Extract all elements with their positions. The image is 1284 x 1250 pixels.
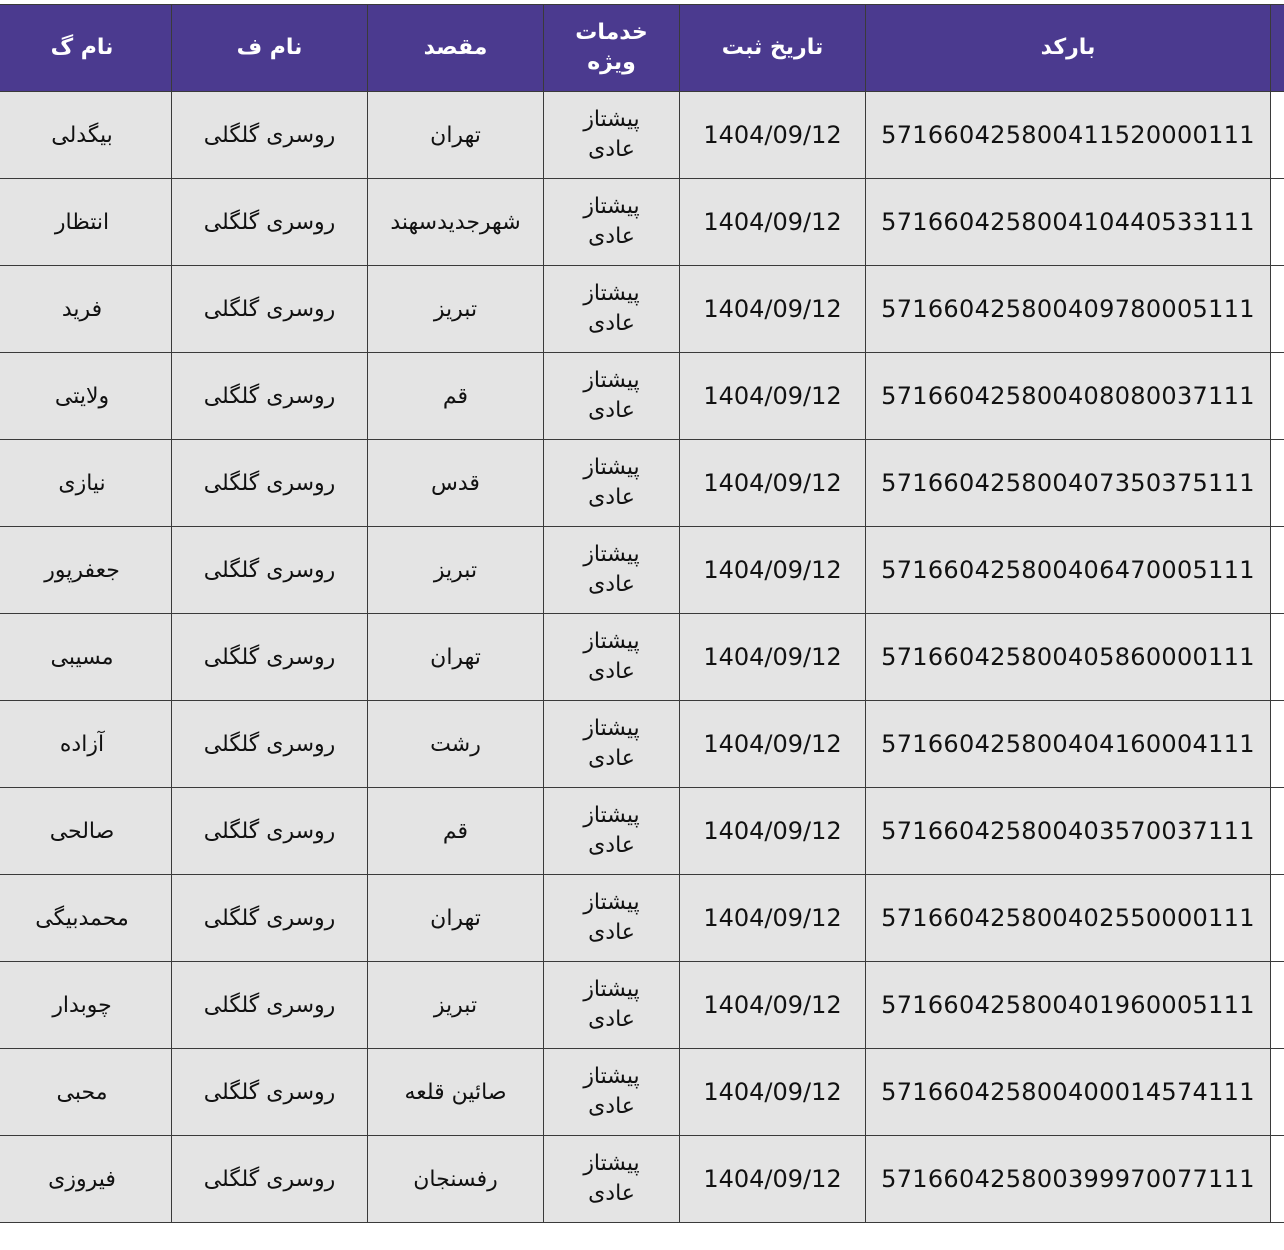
cell-registration-date: 1404/09/12 (680, 614, 866, 701)
cell-registration-date: 1404/09/12 (680, 266, 866, 353)
shipments-table-container (0, 4, 1284, 1223)
cell-first-name: روسری گلگلی (172, 614, 368, 701)
service-line2: عادی (588, 659, 635, 684)
header-barcode[interactable]: بارکد (866, 5, 1271, 92)
service-line1: پیشتاز (583, 281, 640, 306)
cell-barcode: 571660425800407350375111 (866, 440, 1271, 527)
cell-last-name: مسیبی (0, 614, 172, 701)
shipments-table (0, 4, 1284, 1223)
service-line2: عادی (588, 311, 635, 336)
cell-extra (1271, 92, 1284, 179)
cell-registration-date: 1404/09/12 (680, 440, 866, 527)
header-special-service[interactable] (544, 5, 680, 92)
service-line1: پیشتاز (583, 629, 640, 654)
cell-registration-date: 1404/09/12 (680, 1049, 866, 1136)
cell-first-name: روسری گلگلی (172, 962, 368, 1049)
cell-barcode: 571660425800408080037111 (866, 353, 1271, 440)
cell-destination: شهرجدیدسهند (368, 179, 544, 266)
cell-registration-date: 1404/09/12 (680, 962, 866, 1049)
cell-first-name: روسری گلگلی (172, 875, 368, 962)
service-line2: عادی (588, 224, 635, 249)
cell-last-name: محبی (0, 1049, 172, 1136)
cell-extra (1271, 440, 1284, 527)
cell-barcode: 571660425800405860000111 (866, 614, 1271, 701)
cell-last-name: محمدبیگی (0, 875, 172, 962)
cell-extra (1271, 701, 1284, 788)
cell-barcode: 571660425800404160004111 (866, 701, 1271, 788)
cell-destination: قم (368, 788, 544, 875)
service-line1: پیشتاز (583, 368, 640, 393)
service-line1: پیشتاز (583, 107, 640, 132)
service-line2: عادی (588, 398, 635, 423)
cell-extra (1271, 527, 1284, 614)
table-row[interactable] (0, 1136, 1284, 1223)
cell-barcode: 571660425800402550000111 (866, 875, 1271, 962)
cell-special-service (544, 1136, 680, 1223)
cell-destination: رشت (368, 701, 544, 788)
service-line2: عادی (588, 485, 635, 510)
cell-extra (1271, 179, 1284, 266)
cell-barcode: 571660425800411520000111 (866, 92, 1271, 179)
cell-last-name: نیازی (0, 440, 172, 527)
cell-last-name: چوبدار (0, 962, 172, 1049)
cell-barcode: 571660425800409780005111 (866, 266, 1271, 353)
service-line2: عادی (588, 920, 635, 945)
table-row[interactable] (0, 962, 1284, 1049)
table-row[interactable] (0, 179, 1284, 266)
cell-registration-date: 1404/09/12 (680, 788, 866, 875)
cell-special-service (544, 788, 680, 875)
header-destination[interactable]: مقصد (368, 5, 544, 92)
cell-first-name: روسری گلگلی (172, 788, 368, 875)
cell-barcode: 571660425800403570037111 (866, 788, 1271, 875)
cell-extra (1271, 266, 1284, 353)
cell-extra (1271, 353, 1284, 440)
header-extra-column (1271, 5, 1284, 92)
cell-special-service (544, 266, 680, 353)
cell-special-service (544, 527, 680, 614)
header-special-service-line1: خدمات (575, 20, 648, 45)
cell-extra (1271, 614, 1284, 701)
table-body (0, 92, 1284, 1223)
service-line1: پیشتاز (583, 977, 640, 1002)
cell-destination: تهران (368, 614, 544, 701)
cell-first-name: روسری گلگلی (172, 1049, 368, 1136)
cell-last-name: ولایتی (0, 353, 172, 440)
cell-last-name: آزاده (0, 701, 172, 788)
cell-extra (1271, 1136, 1284, 1223)
service-line2: عادی (588, 1181, 635, 1206)
cell-special-service (544, 962, 680, 1049)
table-row[interactable] (0, 1049, 1284, 1136)
header-special-service-line2: ویژه (587, 50, 636, 75)
cell-registration-date: 1404/09/12 (680, 701, 866, 788)
cell-first-name: روسری گلگلی (172, 266, 368, 353)
cell-registration-date: 1404/09/12 (680, 92, 866, 179)
cell-registration-date: 1404/09/12 (680, 527, 866, 614)
table-row[interactable] (0, 527, 1284, 614)
cell-special-service (544, 614, 680, 701)
cell-first-name: روسری گلگلی (172, 701, 368, 788)
cell-first-name: روسری گلگلی (172, 1136, 368, 1223)
header-registration-date[interactable]: تاریخ ثبت (680, 5, 866, 92)
service-line1: پیشتاز (583, 716, 640, 741)
service-line2: عادی (588, 572, 635, 597)
service-line1: پیشتاز (583, 803, 640, 828)
cell-special-service (544, 179, 680, 266)
cell-first-name: روسری گلگلی (172, 179, 368, 266)
table-row[interactable] (0, 440, 1284, 527)
cell-destination: تهران (368, 875, 544, 962)
cell-destination: قدس (368, 440, 544, 527)
service-line1: پیشتاز (583, 542, 640, 567)
cell-barcode: 571660425800400014574111 (866, 1049, 1271, 1136)
service-line2: عادی (588, 1094, 635, 1119)
table-row[interactable] (0, 875, 1284, 962)
cell-extra (1271, 875, 1284, 962)
service-line1: پیشتاز (583, 194, 640, 219)
table-row[interactable] (0, 266, 1284, 353)
cell-extra (1271, 962, 1284, 1049)
service-line2: عادی (588, 833, 635, 858)
header-row (0, 5, 1284, 92)
table-header (0, 5, 1284, 92)
service-line2: عادی (588, 137, 635, 162)
cell-destination: تبریز (368, 266, 544, 353)
cell-registration-date: 1404/09/12 (680, 1136, 866, 1223)
cell-first-name: روسری گلگلی (172, 353, 368, 440)
cell-special-service (544, 92, 680, 179)
table-row[interactable] (0, 353, 1284, 440)
cell-special-service (544, 440, 680, 527)
cell-last-name: فرید (0, 266, 172, 353)
header-first-name[interactable]: نام ف (172, 5, 368, 92)
cell-first-name: روسری گلگلی (172, 527, 368, 614)
cell-destination: تبریز (368, 962, 544, 1049)
cell-registration-date: 1404/09/12 (680, 353, 866, 440)
cell-barcode: 571660425800406470005111 (866, 527, 1271, 614)
cell-last-name: جعفرپور (0, 527, 172, 614)
table-row[interactable] (0, 614, 1284, 701)
cell-last-name: بیگدلی (0, 92, 172, 179)
service-line1: پیشتاز (583, 1064, 640, 1089)
service-line1: پیشتاز (583, 890, 640, 915)
cell-destination: صائین قلعه (368, 1049, 544, 1136)
cell-extra (1271, 1049, 1284, 1136)
header-last-name[interactable]: نام گ (0, 5, 172, 92)
cell-destination: قم (368, 353, 544, 440)
table-row[interactable] (0, 788, 1284, 875)
cell-last-name: صالحی (0, 788, 172, 875)
cell-special-service (544, 1049, 680, 1136)
cell-barcode: 571660425800410440533111 (866, 179, 1271, 266)
service-line1: پیشتاز (583, 1151, 640, 1176)
cell-registration-date: 1404/09/12 (680, 179, 866, 266)
service-line1: پیشتاز (583, 455, 640, 480)
cell-barcode: 571660425800399970077111 (866, 1136, 1271, 1223)
service-line2: عادی (588, 1007, 635, 1032)
cell-first-name: روسری گلگلی (172, 92, 368, 179)
table-row[interactable] (0, 701, 1284, 788)
cell-destination: رفسنجان (368, 1136, 544, 1223)
cell-last-name: انتظار (0, 179, 172, 266)
cell-special-service (544, 353, 680, 440)
cell-destination: تهران (368, 92, 544, 179)
service-line2: عادی (588, 746, 635, 771)
cell-first-name: روسری گلگلی (172, 440, 368, 527)
cell-last-name: فیروزی (0, 1136, 172, 1223)
cell-destination: تبریز (368, 527, 544, 614)
cell-special-service (544, 875, 680, 962)
cell-barcode: 571660425800401960005111 (866, 962, 1271, 1049)
cell-extra (1271, 788, 1284, 875)
cell-special-service (544, 701, 680, 788)
table-row[interactable] (0, 92, 1284, 179)
cell-registration-date: 1404/09/12 (680, 875, 866, 962)
